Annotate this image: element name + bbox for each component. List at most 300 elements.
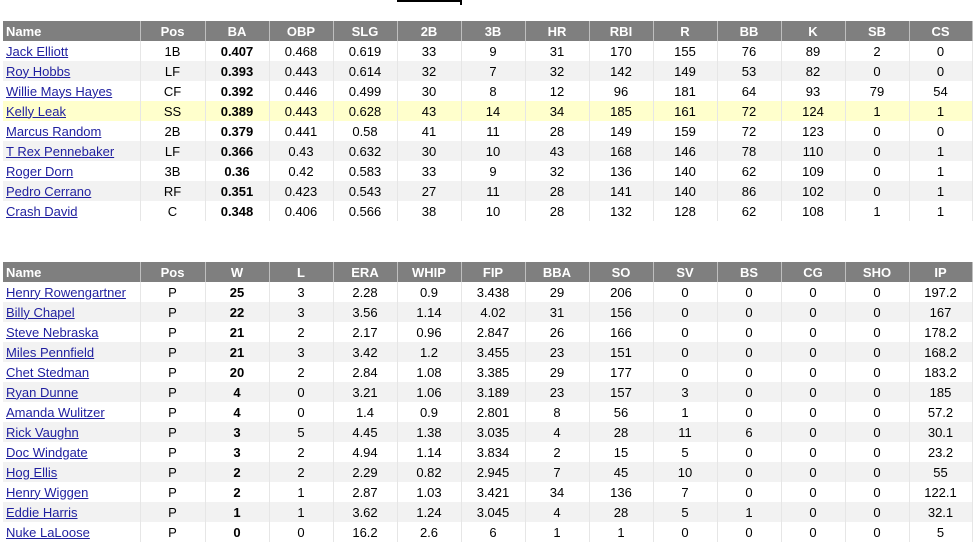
stat-cell-era: 4.94 xyxy=(333,442,397,462)
stat-cell-sv: 5 xyxy=(653,442,717,462)
stat-cell-pos: P xyxy=(140,502,205,522)
stat-cell-2b: 33 xyxy=(397,161,461,181)
stat-cell-whip: 1.24 xyxy=(397,502,461,522)
stat-cell-whip: 0.82 xyxy=(397,462,461,482)
player-link[interactable]: Steve Nebraska xyxy=(6,324,99,340)
stat-cell-bba: 34 xyxy=(525,482,589,502)
stat-cell-sho: 0 xyxy=(845,282,909,302)
player-name-cell[interactable] xyxy=(3,462,140,482)
stat-cell-bb: 72 xyxy=(717,101,781,121)
stat-cell-cs: 1 xyxy=(909,181,972,201)
stat-cell-3b: 8 xyxy=(461,81,525,101)
stat-cell-rbi: 149 xyxy=(589,121,653,141)
stat-cell-sv: 5 xyxy=(653,502,717,522)
batting-header-r[interactable]: R xyxy=(653,21,717,41)
stat-cell-so: 166 xyxy=(589,322,653,342)
stat-cell-ip: 55 xyxy=(909,462,972,482)
stat-cell-whip: 1.03 xyxy=(397,482,461,502)
stat-cell-2b: 30 xyxy=(397,141,461,161)
table-row xyxy=(3,201,972,221)
stat-cell-so: 1 xyxy=(589,522,653,542)
stat-cell-sb: 0 xyxy=(845,161,909,181)
stat-cell-bs: 0 xyxy=(717,282,781,302)
batting-header-rbi[interactable]: RBI xyxy=(589,21,653,41)
stat-cell-2b: 32 xyxy=(397,61,461,81)
stat-cell-k: 124 xyxy=(781,101,845,121)
player-link[interactable]: Henry Wiggen xyxy=(6,484,89,500)
player-link[interactable]: Eddie Harris xyxy=(6,504,78,520)
stat-cell-bb: 86 xyxy=(717,181,781,201)
stat-cell-bb: 76 xyxy=(717,41,781,61)
player-link[interactable]: Kelly Leak xyxy=(6,103,66,119)
stat-cell-bs: 0 xyxy=(717,402,781,422)
stat-cell-fip: 3.035 xyxy=(461,422,525,442)
stat-cell-w: 3 xyxy=(205,422,269,442)
stat-cell-r: 140 xyxy=(653,161,717,181)
stat-cell-ip: 122.1 xyxy=(909,482,972,502)
stat-cell-slg: 0.543 xyxy=(333,181,397,201)
cell-cursor-mark xyxy=(397,0,461,2)
stat-cell-sv: 0 xyxy=(653,282,717,302)
stat-cell-k: 102 xyxy=(781,181,845,201)
stat-cell-l: 0 xyxy=(269,402,333,422)
stat-cell-bba: 4 xyxy=(525,422,589,442)
stat-cell-bs: 0 xyxy=(717,482,781,502)
stat-cell-3b: 10 xyxy=(461,141,525,161)
player-name-cell[interactable] xyxy=(3,382,140,402)
stat-cell-w: 0 xyxy=(205,522,269,542)
stat-cell-so: 157 xyxy=(589,382,653,402)
stat-cell-r: 146 xyxy=(653,141,717,161)
pitching-header-bba[interactable]: BBA xyxy=(525,262,589,282)
player-name-cell[interactable] xyxy=(3,302,140,322)
stat-cell-w: 20 xyxy=(205,362,269,382)
stat-cell-bba: 2 xyxy=(525,442,589,462)
stat-cell-bs: 0 xyxy=(717,342,781,362)
stat-cell-so: 206 xyxy=(589,282,653,302)
stat-cell-slg: 0.614 xyxy=(333,61,397,81)
stat-cell-ip: 197.2 xyxy=(909,282,972,302)
pitching-body xyxy=(3,282,972,542)
pitching-header-so[interactable]: SO xyxy=(589,262,653,282)
stat-cell-pos: LF xyxy=(140,141,205,161)
stat-cell-2b: 33 xyxy=(397,41,461,61)
stat-cell-bs: 0 xyxy=(717,382,781,402)
stat-cell-l: 3 xyxy=(269,342,333,362)
stat-cell-whip: 0.96 xyxy=(397,322,461,342)
stat-cell-so: 28 xyxy=(589,422,653,442)
player-name-cell[interactable] xyxy=(3,442,140,462)
stat-cell-sv: 0 xyxy=(653,342,717,362)
stat-cell-pos: P xyxy=(140,442,205,462)
table-row xyxy=(3,101,972,121)
stat-cell-whip: 1.14 xyxy=(397,442,461,462)
player-name-cell[interactable] xyxy=(3,61,140,81)
table-row xyxy=(3,322,972,342)
pitching-header-pos[interactable]: Pos xyxy=(140,262,205,282)
batting-header-2b[interactable]: 2B xyxy=(397,21,461,41)
batting-header-k[interactable]: K xyxy=(781,21,845,41)
table-row xyxy=(3,462,972,482)
stat-cell-sv: 0 xyxy=(653,322,717,342)
batting-header-hr[interactable]: HR xyxy=(525,21,589,41)
player-name-cell[interactable] xyxy=(3,81,140,101)
stat-cell-fip: 3.385 xyxy=(461,362,525,382)
stat-cell-fip: 3.438 xyxy=(461,282,525,302)
stat-cell-bb: 64 xyxy=(717,81,781,101)
stat-cell-so: 45 xyxy=(589,462,653,482)
player-link[interactable]: Chet Stedman xyxy=(6,364,90,380)
stat-cell-rbi: 185 xyxy=(589,101,653,121)
table-row xyxy=(3,81,972,101)
stat-cell-rbi: 136 xyxy=(589,161,653,181)
stat-cell-w: 1 xyxy=(205,502,269,522)
stat-cell-sho: 0 xyxy=(845,442,909,462)
stat-cell-pos: P xyxy=(140,382,205,402)
stat-cell-era: 1.4 xyxy=(333,402,397,422)
batting-header-3b[interactable]: 3B xyxy=(461,21,525,41)
stat-cell-sho: 0 xyxy=(845,322,909,342)
stat-cell-ba: 0.348 xyxy=(205,201,269,221)
player-link[interactable]: Miles Pennfield xyxy=(6,344,95,360)
table-row xyxy=(3,382,972,402)
player-link[interactable]: Pedro Cerrano xyxy=(6,183,92,199)
stat-cell-rbi: 141 xyxy=(589,181,653,201)
stat-cell-cg: 0 xyxy=(781,522,845,542)
stat-cell-3b: 9 xyxy=(461,161,525,181)
stat-cell-cg: 0 xyxy=(781,422,845,442)
player-link[interactable]: Jack Elliott xyxy=(6,43,69,59)
stat-cell-hr: 12 xyxy=(525,81,589,101)
player-name-cell[interactable] xyxy=(3,342,140,362)
stat-cell-pos: LF xyxy=(140,61,205,81)
stat-cell-bs: 0 xyxy=(717,322,781,342)
stat-cell-hr: 34 xyxy=(525,101,589,121)
stat-cell-ip: 168.2 xyxy=(909,342,972,362)
stat-cell-k: 93 xyxy=(781,81,845,101)
stat-cell-k: 123 xyxy=(781,121,845,141)
stat-cell-bs: 0 xyxy=(717,442,781,462)
pitching-header-cg[interactable]: CG xyxy=(781,262,845,282)
stat-cell-rbi: 142 xyxy=(589,61,653,81)
stat-cell-cg: 0 xyxy=(781,402,845,422)
player-link[interactable]: Hog Ellis xyxy=(6,464,58,480)
stat-cell-w: 22 xyxy=(205,302,269,322)
stat-cell-so: 177 xyxy=(589,362,653,382)
stat-cell-cs: 0 xyxy=(909,41,972,61)
stat-cell-cs: 0 xyxy=(909,61,972,81)
stat-cell-whip: 2.6 xyxy=(397,522,461,542)
stat-cell-cs: 1 xyxy=(909,201,972,221)
table-row xyxy=(3,282,972,302)
player-name-cell[interactable] xyxy=(3,101,140,121)
stat-cell-sho: 0 xyxy=(845,422,909,442)
stat-cell-r: 161 xyxy=(653,101,717,121)
stat-cell-w: 21 xyxy=(205,342,269,362)
stat-cell-hr: 28 xyxy=(525,201,589,221)
pitching-header-fip[interactable]: FIP xyxy=(461,262,525,282)
stat-cell-ip: 23.2 xyxy=(909,442,972,462)
stat-cell-r: 140 xyxy=(653,181,717,201)
stat-cell-pos: P xyxy=(140,402,205,422)
stat-cell-era: 2.28 xyxy=(333,282,397,302)
pitching-header-ip[interactable]: IP xyxy=(909,262,972,282)
stat-cell-3b: 14 xyxy=(461,101,525,121)
stat-cell-so: 151 xyxy=(589,342,653,362)
stat-cell-era: 3.56 xyxy=(333,302,397,322)
player-link[interactable]: Crash David xyxy=(6,203,78,219)
stat-cell-sho: 0 xyxy=(845,502,909,522)
player-link[interactable]: Rick Vaughn xyxy=(6,424,79,440)
stat-cell-l: 2 xyxy=(269,322,333,342)
stat-cell-bs: 1 xyxy=(717,502,781,522)
stat-cell-obp: 0.446 xyxy=(269,81,333,101)
stat-cell-cs: 0 xyxy=(909,121,972,141)
stat-cell-hr: 28 xyxy=(525,121,589,141)
stat-cell-ba: 0.366 xyxy=(205,141,269,161)
stat-cell-pos: P xyxy=(140,462,205,482)
table-row xyxy=(3,161,972,181)
stat-cell-sb: 0 xyxy=(845,61,909,81)
stat-cell-sv: 7 xyxy=(653,482,717,502)
player-link[interactable]: Roger Dorn xyxy=(6,163,74,179)
pitching-header-whip[interactable]: WHIP xyxy=(397,262,461,282)
stat-cell-ip: 30.1 xyxy=(909,422,972,442)
pitching-header-sho[interactable]: SHO xyxy=(845,262,909,282)
stat-cell-sv: 0 xyxy=(653,522,717,542)
stat-cell-w: 2 xyxy=(205,462,269,482)
stat-cell-slg: 0.632 xyxy=(333,141,397,161)
stat-cell-sho: 0 xyxy=(845,402,909,422)
stat-cell-era: 16.2 xyxy=(333,522,397,542)
stat-cell-pos: P xyxy=(140,482,205,502)
stat-cell-era: 2.29 xyxy=(333,462,397,482)
batting-header-slg[interactable]: SLG xyxy=(333,21,397,41)
stat-cell-bs: 0 xyxy=(717,522,781,542)
stat-cell-slg: 0.583 xyxy=(333,161,397,181)
stat-cell-bs: 0 xyxy=(717,362,781,382)
stat-cell-pos: CF xyxy=(140,81,205,101)
stat-cell-l: 3 xyxy=(269,282,333,302)
stat-cell-bba: 4 xyxy=(525,502,589,522)
stat-cell-sho: 0 xyxy=(845,362,909,382)
stat-cell-w: 2 xyxy=(205,482,269,502)
stat-cell-2b: 30 xyxy=(397,81,461,101)
stat-cell-ba: 0.389 xyxy=(205,101,269,121)
stat-cell-fip: 6 xyxy=(461,522,525,542)
stat-cell-pos: P xyxy=(140,322,205,342)
stat-cell-obp: 0.443 xyxy=(269,101,333,121)
player-link[interactable]: Doc Windgate xyxy=(6,444,88,460)
stat-cell-ip: 167 xyxy=(909,302,972,322)
stat-cell-era: 3.42 xyxy=(333,342,397,362)
player-link[interactable]: Ryan Dunne xyxy=(6,384,79,400)
table-row xyxy=(3,502,972,522)
pitching-header-era[interactable]: ERA xyxy=(333,262,397,282)
stat-cell-hr: 32 xyxy=(525,161,589,181)
player-name-cell[interactable] xyxy=(3,41,140,61)
player-name-cell[interactable] xyxy=(3,201,140,221)
table-row xyxy=(3,181,972,201)
stat-cell-2b: 38 xyxy=(397,201,461,221)
stat-cell-sho: 0 xyxy=(845,462,909,482)
stat-cell-l: 1 xyxy=(269,482,333,502)
stat-cell-cs: 1 xyxy=(909,161,972,181)
stat-cell-whip: 1.06 xyxy=(397,382,461,402)
stat-cell-cg: 0 xyxy=(781,442,845,462)
batting-header-pos[interactable]: Pos xyxy=(140,21,205,41)
stat-cell-sho: 0 xyxy=(845,302,909,322)
stat-cell-2b: 41 xyxy=(397,121,461,141)
player-name-cell[interactable] xyxy=(3,482,140,502)
player-link[interactable]: Billy Chapel xyxy=(6,304,75,320)
table-row xyxy=(3,141,972,161)
batting-header-name[interactable]: Name xyxy=(3,21,140,41)
player-name-cell[interactable] xyxy=(3,322,140,342)
pitching-header-sv[interactable]: SV xyxy=(653,262,717,282)
stat-cell-sho: 0 xyxy=(845,522,909,542)
stat-cell-sb: 1 xyxy=(845,101,909,121)
stat-cell-r: 149 xyxy=(653,61,717,81)
stat-cell-so: 136 xyxy=(589,482,653,502)
stat-cell-l: 3 xyxy=(269,302,333,322)
player-link[interactable]: Nuke LaLoose xyxy=(6,524,90,540)
stat-cell-fip: 3.189 xyxy=(461,382,525,402)
stat-cell-w: 3 xyxy=(205,442,269,462)
stat-cell-sv: 0 xyxy=(653,302,717,322)
stat-cell-pos: P xyxy=(140,522,205,542)
stat-cell-so: 15 xyxy=(589,442,653,462)
batting-header-bb[interactable]: BB xyxy=(717,21,781,41)
stat-cell-sb: 0 xyxy=(845,181,909,201)
stat-cell-bba: 26 xyxy=(525,322,589,342)
stat-cell-l: 2 xyxy=(269,442,333,462)
stat-cell-sv: 3 xyxy=(653,382,717,402)
player-name-cell[interactable] xyxy=(3,522,140,542)
stat-cell-hr: 32 xyxy=(525,61,589,81)
stat-cell-ba: 0.36 xyxy=(205,161,269,181)
stat-cell-whip: 0.9 xyxy=(397,282,461,302)
stat-cell-bb: 53 xyxy=(717,61,781,81)
batting-header-ba[interactable]: BA xyxy=(205,21,269,41)
player-link[interactable]: T Rex Pennebaker xyxy=(6,143,115,159)
stat-cell-bs: 0 xyxy=(717,302,781,322)
stat-cell-pos: P xyxy=(140,342,205,362)
stat-cell-slg: 0.619 xyxy=(333,41,397,61)
stat-cell-so: 56 xyxy=(589,402,653,422)
stat-cell-r: 181 xyxy=(653,81,717,101)
stat-cell-cg: 0 xyxy=(781,382,845,402)
batting-header-sb[interactable]: SB xyxy=(845,21,909,41)
stat-cell-sv: 10 xyxy=(653,462,717,482)
stat-cell-slg: 0.628 xyxy=(333,101,397,121)
stat-cell-slg: 0.58 xyxy=(333,121,397,141)
player-name-cell[interactable] xyxy=(3,402,140,422)
stat-cell-obp: 0.43 xyxy=(269,141,333,161)
stat-cell-fip: 3.834 xyxy=(461,442,525,462)
stat-cell-cg: 0 xyxy=(781,322,845,342)
stat-cell-cg: 0 xyxy=(781,282,845,302)
stat-cell-whip: 1.2 xyxy=(397,342,461,362)
pitching-header-w[interactable]: W xyxy=(205,262,269,282)
stat-cell-pos: 1B xyxy=(140,41,205,61)
table-row xyxy=(3,482,972,502)
player-link[interactable]: Amanda Wulitzer xyxy=(6,404,105,420)
player-name-cell[interactable] xyxy=(3,141,140,161)
stat-cell-obp: 0.42 xyxy=(269,161,333,181)
stat-cell-fip: 2.945 xyxy=(461,462,525,482)
player-name-cell[interactable] xyxy=(3,422,140,442)
batting-header-row xyxy=(3,21,972,41)
stat-cell-cs: 1 xyxy=(909,141,972,161)
player-link[interactable]: Willie Mays Hayes xyxy=(6,83,113,99)
stat-cell-rbi: 132 xyxy=(589,201,653,221)
pitching-header-l[interactable]: L xyxy=(269,262,333,282)
stat-cell-k: 108 xyxy=(781,201,845,221)
stat-cell-bba: 1 xyxy=(525,522,589,542)
stat-cell-3b: 11 xyxy=(461,121,525,141)
pitching-header-bs[interactable]: BS xyxy=(717,262,781,282)
player-link[interactable]: Henry Rowengartner xyxy=(6,284,126,300)
cell-cursor-handle xyxy=(460,0,462,5)
stat-cell-r: 128 xyxy=(653,201,717,221)
stat-cell-l: 0 xyxy=(269,382,333,402)
player-link[interactable]: Roy Hobbs xyxy=(6,63,71,79)
table-row xyxy=(3,342,972,362)
pitching-header-name[interactable]: Name xyxy=(3,262,140,282)
player-link[interactable]: Marcus Random xyxy=(6,123,102,139)
stat-cell-l: 2 xyxy=(269,462,333,482)
stat-cell-hr: 31 xyxy=(525,41,589,61)
stat-cell-ip: 5 xyxy=(909,522,972,542)
stat-cell-whip: 1.38 xyxy=(397,422,461,442)
stat-cell-pos: 2B xyxy=(140,121,205,141)
stat-cell-whip: 0.9 xyxy=(397,402,461,422)
stat-cell-l: 0 xyxy=(269,522,333,542)
stat-cell-cs: 54 xyxy=(909,81,972,101)
player-name-cell[interactable] xyxy=(3,161,140,181)
stat-cell-k: 110 xyxy=(781,141,845,161)
player-name-cell[interactable] xyxy=(3,282,140,302)
stat-cell-slg: 0.566 xyxy=(333,201,397,221)
stat-cell-ip: 178.2 xyxy=(909,322,972,342)
table-row xyxy=(3,61,972,81)
stat-cell-3b: 10 xyxy=(461,201,525,221)
stat-cell-3b: 7 xyxy=(461,61,525,81)
stat-cell-fip: 3.421 xyxy=(461,482,525,502)
stat-cell-bb: 62 xyxy=(717,201,781,221)
stat-cell-pos: RF xyxy=(140,181,205,201)
player-name-cell[interactable] xyxy=(3,181,140,201)
stat-cell-bba: 23 xyxy=(525,342,589,362)
table-row xyxy=(3,422,972,442)
player-name-cell[interactable] xyxy=(3,362,140,382)
stat-cell-cg: 0 xyxy=(781,502,845,522)
batting-header-cs[interactable]: CS xyxy=(909,21,972,41)
stat-cell-ba: 0.393 xyxy=(205,61,269,81)
player-name-cell[interactable] xyxy=(3,502,140,522)
stat-cell-r: 159 xyxy=(653,121,717,141)
stat-cell-sb: 1 xyxy=(845,201,909,221)
stat-cell-obp: 0.441 xyxy=(269,121,333,141)
stat-cell-sho: 0 xyxy=(845,342,909,362)
batting-header-obp[interactable]: OBP xyxy=(269,21,333,41)
batting-table xyxy=(3,21,973,221)
stat-cell-ip: 57.2 xyxy=(909,402,972,422)
stat-cell-so: 28 xyxy=(589,502,653,522)
player-name-cell[interactable] xyxy=(3,121,140,141)
stat-cell-sb: 79 xyxy=(845,81,909,101)
